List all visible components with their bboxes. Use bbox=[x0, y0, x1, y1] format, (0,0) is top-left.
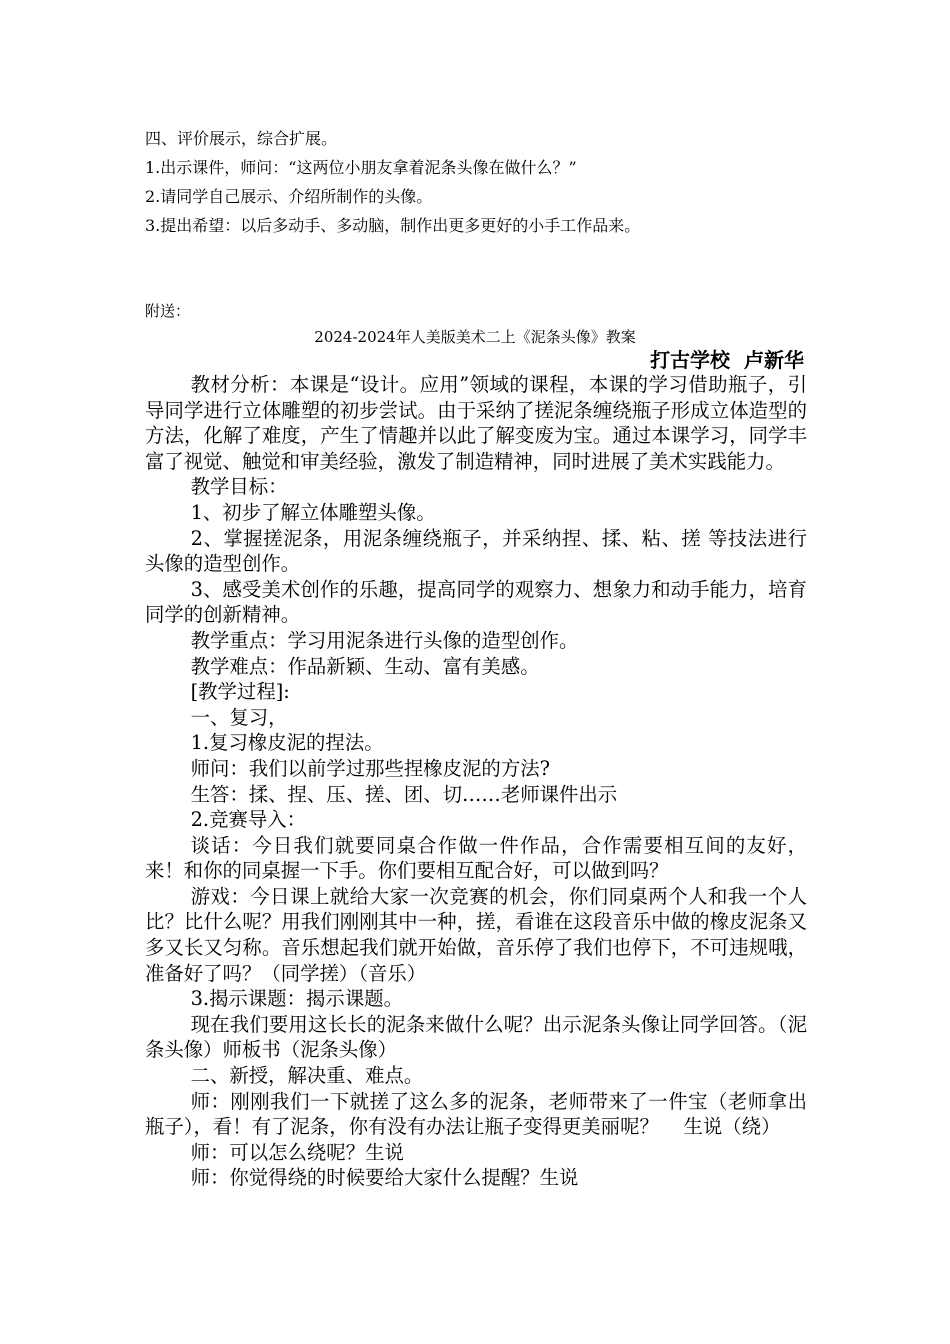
paragraph-question-topic: 现在我们要用这长长的泥条来做什么呢？出示泥条头像让同学回答。（泥条头像）师板书（泥条头像） bbox=[145, 1012, 807, 1062]
section-heading: 四、评价展示，综合扩展。 bbox=[145, 129, 338, 148]
paragraph-key-point: 教学重点：学习用泥条进行头像的造型创作。 bbox=[190, 628, 579, 652]
paragraph-student-answer: 生答：揉、捏、压、搓、团、切……老师课件出示 bbox=[190, 782, 618, 806]
paragraph-goals-heading: 教学目标： bbox=[190, 475, 288, 499]
lesson-plan-body bbox=[145, 372, 807, 1191]
list-item: 2.请同学自己展示、介绍所制作的头像。 bbox=[145, 187, 433, 206]
author-line: 打古学校 卢新华 bbox=[650, 348, 804, 372]
paragraph-review-heading: 一、复习， bbox=[190, 705, 288, 729]
paragraph-reminder: 师：你觉得绕的时候要给大家什么提醒？生说 bbox=[190, 1166, 579, 1190]
document-title: 2024-2024年人美版美术二上《泥条头像》教案 bbox=[314, 328, 636, 346]
paragraph-difficulty: 教学难点：作品新颖、生动、富有美感。 bbox=[190, 654, 540, 678]
list-item: 1.出示课件，师问：“这两位小朋友拿着泥条头像在做什么？” bbox=[145, 158, 577, 177]
paragraph-goal-2: 2、掌握搓泥条，用泥条缠绕瓶子，并采纳捏、揉、粘、搓 等技法进行头像的造型创作。 bbox=[145, 526, 807, 576]
paragraph-how-to-wrap: 师：可以怎么绕呢？生说 bbox=[190, 1140, 404, 1164]
appendix-label: 附送： bbox=[145, 302, 191, 320]
paragraph-new-lesson-heading: 二、新授，解决重、难点。 bbox=[190, 1064, 424, 1088]
paragraph-process-heading: [教学过程]: bbox=[190, 680, 290, 704]
paragraph-goal-3: 3、感受美术创作的乐趣，提高同学的观察力、想象力和动手能力，培育同学的创新精神。 bbox=[145, 577, 807, 627]
paragraph-review-1: 1.复习橡皮泥的捏法。 bbox=[190, 731, 384, 755]
paragraph-material-analysis: 教材分析：本课是“设计。应用”领域的课程，本课的学习借助瓶子，引导同学进行立体雕塑的初步尝试。由于采纳了搓泥条缠绕瓶子形成立体造型的方法，化解了难度，产生了情趣并以此了解变废为宝。通过本课学习，同学丰富了视觉、触觉和审美经验，激发了制造精神，同时进展了美术实践能力。 bbox=[145, 373, 807, 473]
paragraph-goal-1: 1、初步了解立体雕塑头像。 bbox=[190, 500, 436, 524]
paragraph-talk: 谈话：今日我们就要同桌合作做一件作品，合作需要相互间的友好，来！和你的同桌握一下手。你们要相互配合好，可以做到吗？ bbox=[145, 833, 807, 883]
paragraph-teacher-question: 师问：我们以前学过那些捏橡皮泥的方法? bbox=[190, 756, 551, 780]
evaluation-section bbox=[145, 124, 825, 240]
paragraph-reveal-topic: 3.揭示课题：揭示课题。 bbox=[190, 987, 403, 1011]
paragraph-game: 游戏：今日课上就给大家一次竞赛的机会，你们同桌两个人和我一个人比？比什么呢？用我们刚刚其中一种，搓，看谁在这段音乐中做的橡皮泥条又多又长又匀称。音乐想起我们就开始做，音乐停了我们也停下，不可违规哦，准备好了吗？（同学搓）（音乐） bbox=[145, 884, 807, 985]
paragraph-teacher-bottle: 师：刚刚我们一下就搓了这么多的泥条，老师带来了一件宝（老师拿出瓶子），看！有了泥条，你有没有办法让瓶子变得更美丽呢？ 生说（绕） bbox=[145, 1089, 807, 1139]
paragraph-competition-heading: 2.竞赛导入： bbox=[190, 808, 307, 832]
list-item: 3.提出希望：以后多动手、多动脑，制作出更多更好的小手工作品来。 bbox=[145, 216, 641, 235]
